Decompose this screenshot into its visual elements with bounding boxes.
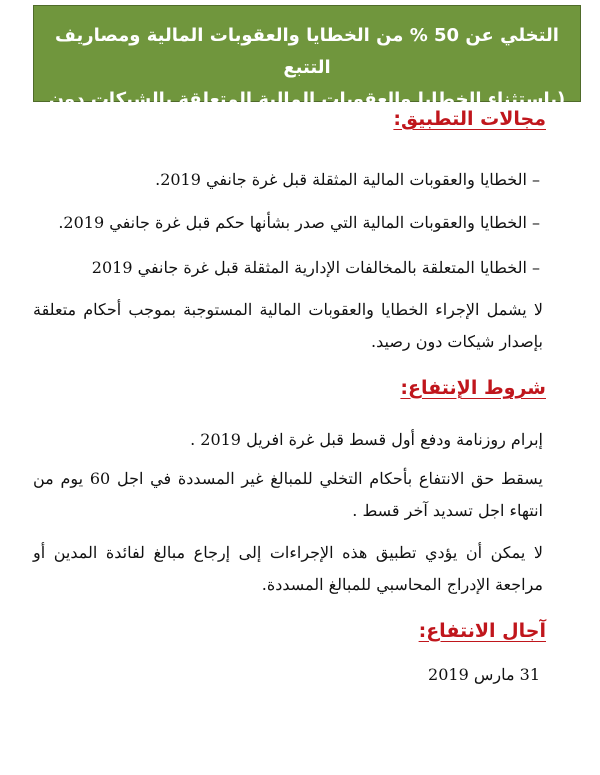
banner-title: التخلي عن 50 % من الخطايا والعقوبات المالية ومصاريف التتبع (55, 25, 559, 78)
scope-note: لا يشمل الإجراء الخطايا والعقوبات المالية المستوجبة بموجب أحكام متعلقة بإصدار شيكات دون رصيد. (33, 300, 543, 351)
deadline-heading: آجال الانتفاع: (418, 620, 546, 642)
scope-heading: مجالات التطبيق: (393, 108, 546, 130)
condition-paragraph: يسقط حق الانتفاع بأحكام التخلي للمبالغ غير المسددة في اجل 60 يوم من انتهاء اجل تسديد آخر قسط . (33, 469, 544, 520)
condition-paragraph: لا يمكن أن يؤدي تطبيق هذه الإجراءات إلى إرجاع مبالغ لفائدة المدين أو مراجعة الإدراج المحاسبي للمبالغ المسددة. (33, 543, 543, 594)
condition-paragraph: إبرام روزنامة ودفع أول قسط قبل غرة افريل 2019 . (190, 430, 543, 449)
scope-item: – الخطايا والعقوبات المالية المثقلة قبل غرة جانفي 2019. (155, 170, 540, 189)
conditions-heading: شروط الإنتفاع: (400, 377, 546, 399)
deadline-date: 31 مارس 2019 (428, 665, 540, 684)
scope-item: – الخطايا والعقوبات المالية التي صدر بشأنها حكم قبل غرة جانفي 2019. (58, 213, 540, 232)
scope-item: – الخطايا المتعلقة بالمخالفات الإدارية المثقلة قبل غرة جانفي 2019 (91, 258, 540, 277)
banner-subtitle: (باستثناء الخطايا والعقوبات المالية المتعلقة بالشيكات دون رصيد ) (48, 89, 566, 142)
